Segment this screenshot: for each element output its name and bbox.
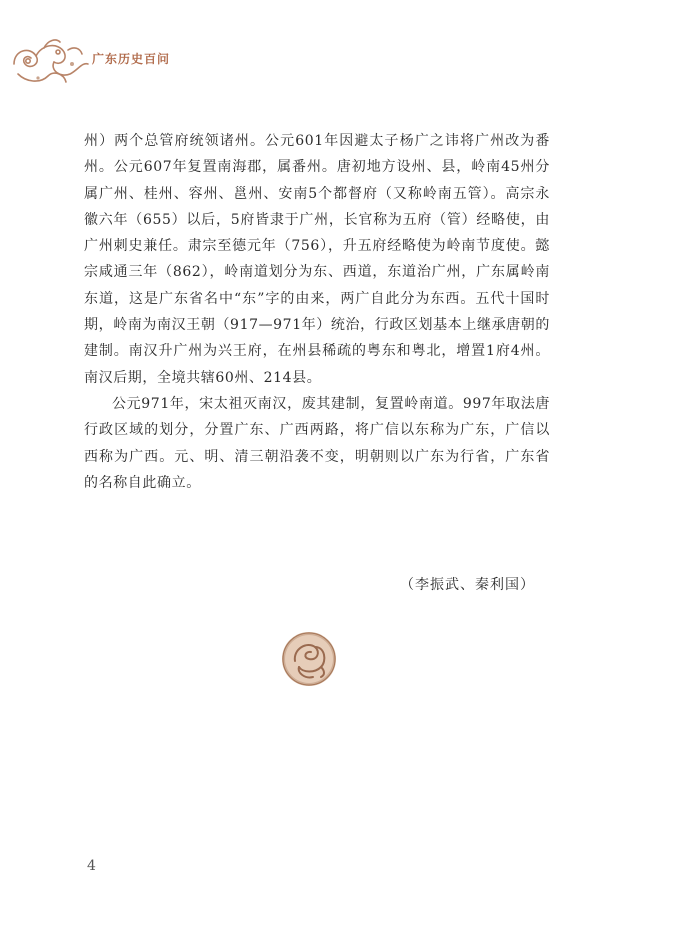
paragraph: 公元971年，宋太祖灭南汉，废其建制，复置岭南道。997年取法唐行政区域的划分，分置广东、广西两路，将广信以东称为广东，广信以西称为广西。元、明、清三朝沿袭不变，明朝则以广东为行省，广东省的名称自此确立。 (84, 395, 550, 491)
paragraph-continued: 州）两个总管府统领诸州。公元601年因避太子杨广之讳将广州改为番州。公元607年复置南海郡，属番州。唐初地方设州、县，岭南45州分属广州、桂州、容州、邕州、安南5个都督府（又称岭南五管）。高宗永徽六年（655）以后，5府皆隶于广州，长官称为五府（管）经略使，由广州刺史兼任。肃宗至德元年（756），升五府经略使为岭南节度使。懿宗咸通三年（862），岭南道划分为东、西道，东道治广州，广东属岭南东道，这是广东省名中“东”字的由来，两广自此分为东西。五代十国时期，岭南为南汉王朝（917—971年）统治，行政区划基本上继承唐朝的建制。南汉升广州为兴王府，在州县稀疏的粤东和粤北，增置1府4州。南汉后期，全境共辖60州、214县。 (84, 133, 550, 386)
page-number: 4 (87, 858, 96, 874)
article-body (84, 128, 550, 496)
round-dragon-medallion-icon (281, 631, 337, 687)
dragon-scroll-ornament-icon (8, 34, 90, 90)
page-header (0, 0, 673, 100)
book-title: 广东历史百问 (92, 52, 171, 66)
author-attribution: （李振武、秦利国） (400, 577, 535, 593)
